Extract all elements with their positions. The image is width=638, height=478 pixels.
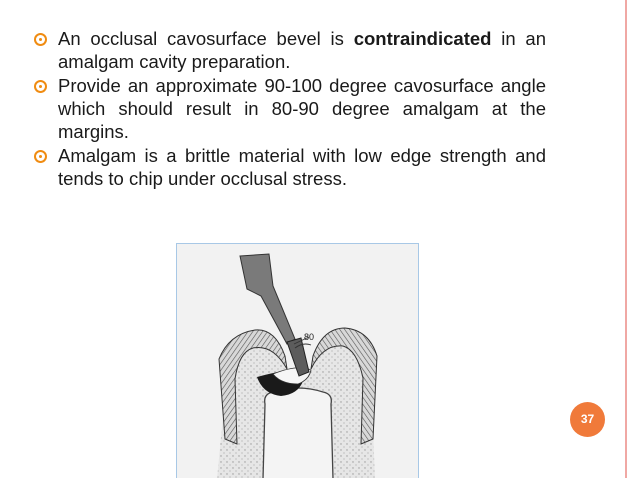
slide-side-rule	[625, 0, 627, 478]
bullet-circle-icon	[34, 150, 47, 163]
bullet-item	[34, 27, 546, 73]
bullet-text: Amalgam is a brittle material with low edge strength and tends to chip under occlusal stress.	[58, 145, 546, 189]
page-number-badge: 37	[570, 402, 605, 437]
tooth-cross-section-illustration	[177, 244, 419, 478]
bullet-item	[34, 144, 546, 190]
bullet-list	[34, 27, 546, 191]
bullet-item	[34, 74, 546, 143]
bullet-text: Provide an approximate 90-100 degree cavosurface angle which should result in 80-90 degree amalgam at the margins.	[58, 75, 546, 142]
bullet-circle-icon	[34, 80, 47, 93]
emphasis-text: contraindicated	[353, 28, 492, 49]
tooth-preparation-figure	[176, 243, 419, 478]
pulp-chamber	[263, 388, 333, 478]
bullet-circle-icon	[34, 33, 47, 46]
bullet-text: An occlusal cavosurface bevel is contraindicated in an amalgam cavity preparation.	[58, 28, 546, 72]
angle-label: 80	[304, 332, 315, 342]
